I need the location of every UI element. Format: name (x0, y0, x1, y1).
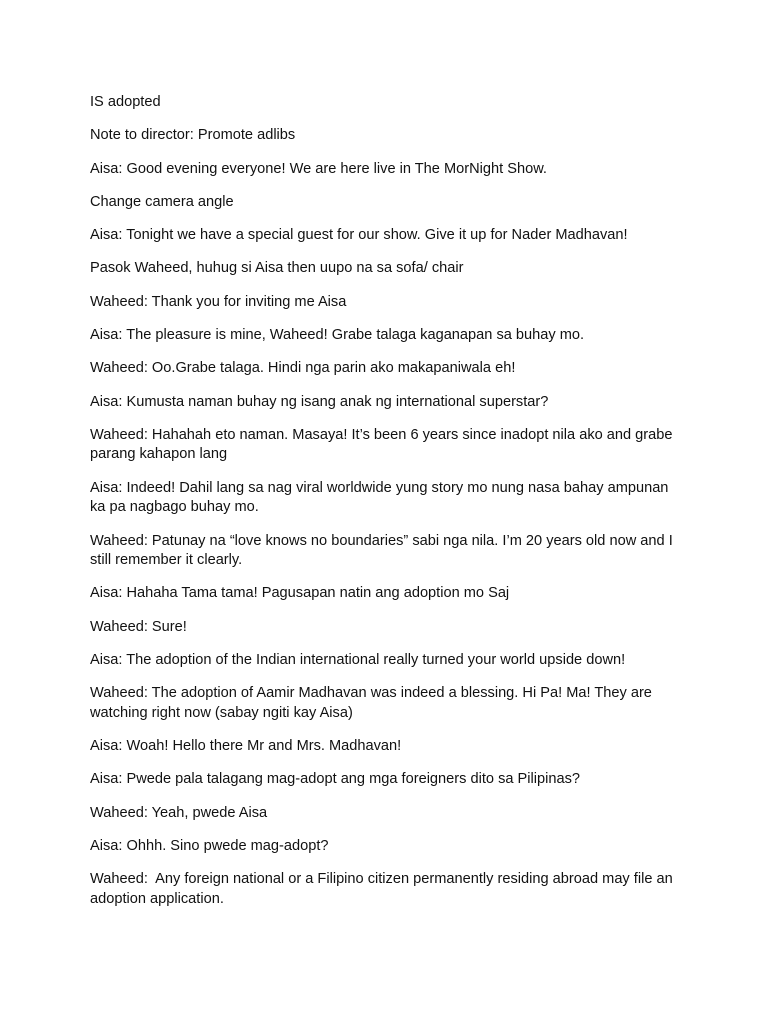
stage-direction: Pasok Waheed, huhug si Aisa then uupo na sa sofa/ chair (90, 260, 464, 277)
dialogue-line: Waheed: The adoption of Aamir Madhavan was indeed a blessing. Hi Pa! Ma! They are watching right now (sabay ngiti kay Aisa) (90, 685, 656, 721)
dialogue-line: Aisa: Hahaha Tama tama! Pagusapan natin ang adoption mo Saj (90, 585, 510, 602)
dialogue-line: Aisa: Good evening everyone! We are here live in The MorNight Show. (90, 160, 547, 177)
dialogue-line: Aisa: Woah! Hello there Mr and Mrs. Madhavan! (90, 738, 402, 755)
dialogue-line: Waheed: Yeah, pwede Aisa (90, 804, 268, 821)
script-heading: IS adopted (90, 94, 161, 110)
document-body (90, 93, 682, 923)
dialogue-line: Waheed: Thank you for inviting me Aisa (90, 293, 347, 310)
dialogue-line: Waheed: Patunay na “love knows no boundaries” sabi nga nila. I’m 20 years old now and I still remember it clearly. (90, 532, 677, 569)
stage-direction: Change camera angle (90, 193, 234, 210)
dialogue-line: Waheed: Sure! (90, 618, 187, 635)
director-note: Note to director: Promote adlibs (90, 127, 296, 144)
dialogue-line: Waheed: Hahahah eto naman. Masaya! It’s been 6 years since inadopt nila ako and grabe parang kahapon lang (90, 426, 677, 463)
dialogue-line: Waheed: Oo.Grabe talaga. Hindi nga parin ako makapaniwala eh! (90, 360, 516, 377)
dialogue-line: Aisa: Pwede pala talagang mag-adopt ang mga foreigners dito sa Pilipinas? (90, 771, 581, 788)
dialogue-line: Aisa: The pleasure is mine, Waheed! Grabe talaga kaganapan sa buhay mo. (90, 327, 585, 344)
dialogue-line: Aisa: The adoption of the Indian international really turned your world upside down! (90, 651, 626, 668)
dialogue-line: Waheed: Any foreign national or a Filipino citizen permanently residing abroad may file an adoption application. (90, 871, 677, 907)
dialogue-line: Aisa: Indeed! Dahil lang sa nag viral worldwide yung story mo nung nasa bahay ampunan ka pa nagbago buhay mo. (90, 479, 673, 516)
dialogue-line: Aisa: Kumusta naman buhay ng isang anak ng international superstar? (90, 393, 549, 410)
dialogue-line: Aisa: Ohhh. Sino pwede mag-adopt? (90, 837, 329, 854)
dialogue-line: Aisa: Tonight we have a special guest for our show. Give it up for Nader Madhavan! (90, 227, 628, 244)
